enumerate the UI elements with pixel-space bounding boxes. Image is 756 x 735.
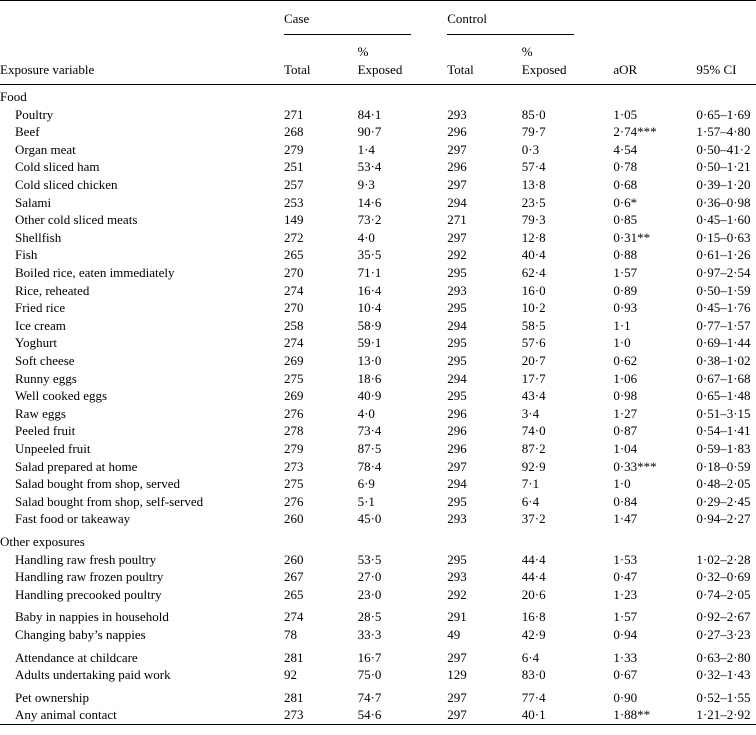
header-case-total: Total [283,61,311,77]
control-pct-exposed: 58·5 [521,317,546,333]
control-total: 291 [447,609,467,625]
control-total: 297 [447,458,467,474]
control-total: 297 [447,229,467,245]
control-pct-exposed: 57·6 [521,335,546,351]
header-case-pct-exposed [358,35,448,85]
control-total: 293 [447,282,467,298]
control-pct-exposed: 79·3 [521,212,546,228]
exposure-name: Unpeeled fruit [15,440,91,456]
exposure-name: Cold sliced ham [15,159,100,175]
section-title: Food [0,89,27,105]
aor-value: 0·93 [613,300,638,316]
control-total: 295 [447,265,467,281]
ci-value: 0·63–2·80 [696,649,751,665]
control-total: 296 [447,124,467,140]
ci-value: 1·57–4·80 [696,124,751,140]
control-total: 295 [447,388,467,404]
aor-value: 1·27 [613,405,638,421]
table-row [0,706,756,724]
case-total: 274 [283,609,304,625]
aor-value: 0·84 [613,493,638,509]
control-total: 296 [447,159,467,175]
control-total: 292 [447,247,467,263]
ci-value: 0·18–0·59 [696,458,751,474]
control-total: 295 [447,335,467,351]
control-total: 296 [447,423,467,439]
control-pct-exposed: 77·4 [521,689,546,705]
aor-value: 1·33 [613,649,638,665]
control-total: 296 [447,440,467,456]
aor-value: 0·85 [613,212,638,228]
case-total: 265 [283,247,304,263]
ci-value: 0·48–2·05 [696,476,751,492]
case-total: 260 [283,511,304,527]
control-pct-exposed: 87·2 [521,440,546,456]
control-pct-exposed: 3·4 [521,405,540,421]
control-pct-exposed: 40·1 [522,706,614,724]
section-header-row [0,528,756,551]
control-total: 294 [447,476,467,492]
control-total: 297 [447,141,467,157]
table-row [0,158,756,176]
table-row [0,568,756,586]
header-control-pct-exposed [522,35,614,85]
case-total: 251 [283,159,304,175]
case-pct-exposed: 9·3 [357,177,375,193]
control-total: 293 [447,511,467,527]
case-pct-exposed: 4·0 [357,405,375,421]
case-pct-exposed: 73·4 [357,423,382,439]
control-pct-exposed: 7·1 [521,476,540,492]
case-total: 257 [283,177,304,193]
aor-value: 0·31** [613,229,651,245]
header-empty-aor-top [613,1,696,35]
control-pct-exposed: 42·9 [521,626,546,642]
exposure-name: Beef [15,124,40,140]
table-row [0,352,756,370]
aor-value: 0·87 [613,423,638,439]
exposure-name: Yoghurt [15,335,58,351]
ci-value: 0·74–2·05 [696,586,751,602]
ci-value: 0·51–3·15 [696,405,751,421]
control-pct-exposed: 6·4 [521,493,540,509]
control-pct-exposed: 40·4 [521,247,546,263]
header-case-group [284,1,447,35]
case-pct-exposed: 71·1 [357,265,382,281]
table-header [0,1,756,85]
ci-value: 0·65–1·48 [696,388,751,404]
control-total: 294 [447,194,467,210]
control-pct-exposed: 0·3 [521,141,540,157]
ci-value: 0·32–0·69 [696,569,751,585]
exposure-name: Adults undertaking paid work [15,667,171,683]
case-total: 275 [283,476,304,492]
exposure-name: Handling raw fresh poultry [15,551,157,567]
control-total: 295 [447,551,467,567]
case-total: 270 [283,265,304,281]
case-pct-exposed: 45·0 [357,511,382,527]
aor-value: 0·67 [613,667,638,683]
header-exposure-variable: Exposure variable [0,61,95,77]
exposure-name: Baby in nappies in household [15,609,169,625]
table-row [0,551,756,569]
table-row [0,422,756,440]
ci-value: 0·32–1·43 [696,667,751,683]
aor-value: 1·0 [613,335,631,351]
table-body [0,85,756,725]
case-pct-exposed: 75·0 [357,667,382,683]
case-pct-exposed: 14·6 [357,194,382,210]
aor-value: 1·47 [613,511,638,527]
table-row [0,246,756,264]
ci-value: 0·65–1·69 [696,106,751,122]
control-pct-exposed: 44·4 [521,569,546,585]
case-total: 276 [283,493,304,509]
aor-value: 1·1 [613,317,631,333]
table-row [0,106,756,124]
control-total: 129 [447,667,467,683]
aor-value: 0·33*** [613,458,657,474]
case-pct-exposed: 28·5 [357,609,382,625]
control-pct-exposed: 62·4 [521,265,546,281]
table-row [0,211,756,229]
exposure-name: Handling raw frozen poultry [15,569,164,585]
table-row [0,370,756,388]
case-pct-exposed: 59·1 [357,335,382,351]
header-control-group [447,1,613,35]
table-row [0,264,756,282]
case-pct-exposed: 6·9 [357,476,375,492]
header-aor: aOR [613,61,638,77]
case-total: 265 [283,586,304,602]
control-total: 295 [447,300,467,316]
ci-value: 0·45–1·60 [696,212,751,228]
control-total: 293 [447,569,467,585]
exposure-name: Runny eggs [15,370,77,386]
case-total: 273 [283,458,304,474]
control-pct-exposed: 37·2 [521,511,546,527]
case-total: 274 [283,335,304,351]
exposure-name: Poultry [15,106,54,122]
aor-value: 1·88** [613,706,696,724]
header-case-pct-symbol: % [357,43,369,59]
case-total: 279 [283,440,304,456]
exposure-name: Fried rice [15,300,66,316]
ci-value: 0·94–2·27 [696,511,751,527]
aor-value: 0·89 [613,282,638,298]
table-row [0,475,756,493]
control-total: 271 [447,212,467,228]
case-pct-exposed: 58·9 [357,317,382,333]
ci-value: 0·77–1·57 [696,317,751,333]
aor-value: 1·57 [613,265,638,281]
table-row [0,510,756,528]
header-control-pct-symbol: % [521,43,533,59]
ci-value: 0·67–1·68 [696,370,751,386]
ci-value: 0·50–41·2 [696,141,751,157]
control-pct-exposed: 57·4 [521,159,546,175]
table-row [0,666,756,684]
case-pct-exposed: 10·4 [357,300,382,316]
case-pct-exposed: 4·0 [357,229,375,245]
table-row [0,334,756,352]
table-row [0,626,756,644]
table-row [0,586,756,604]
table-row [0,493,756,511]
case-total: 281 [283,649,304,665]
aor-value: 1·06 [613,370,638,386]
case-total: 274 [283,282,304,298]
control-total: 294 [447,317,467,333]
control-pct-exposed: 17·7 [521,370,546,386]
exposure-name: Changing baby’s nappies [15,626,146,642]
table-row [0,644,756,667]
control-pct-exposed: 6·4 [521,649,540,665]
control-pct-exposed: 16·0 [521,282,546,298]
ci-value: 0·50–1·21 [696,159,751,175]
exposure-name: Handling precooked poultry [15,586,162,602]
exposure-name: Pet ownership [15,689,90,705]
case-total: 253 [283,194,304,210]
table-row [0,282,756,300]
exposure-name: Shellfish [15,229,62,245]
control-pct-exposed: 20·6 [521,586,546,602]
ci-value: 0·54–1·41 [696,423,751,439]
exposure-name: Salami [15,194,52,210]
exposure-name: Any animal contact [0,706,284,724]
case-pct-exposed: 18·6 [357,370,382,386]
case-pct-exposed: 73·2 [357,212,382,228]
table-row [0,229,756,247]
aor-value: 1·0 [613,476,631,492]
ci-value: 1·02–2·28 [696,551,751,567]
case-pct-exposed: 90·7 [357,124,382,140]
ci-value: 0·27–3·23 [696,626,751,642]
aor-value: 0·88 [613,247,638,263]
case-total: 273 [284,706,358,724]
case-total: 78 [283,626,297,642]
case-pct-exposed: 78·4 [357,458,382,474]
exposure-name: Salad prepared at home [15,458,138,474]
exposure-name: Fast food or takeaway [15,511,131,527]
exposure-name: Other cold sliced meats [15,212,138,228]
ci-value: 0·61–1·26 [696,247,751,263]
case-total: 271 [283,106,304,122]
table-row [0,405,756,423]
case-pct-exposed: 33·3 [357,626,382,642]
control-total: 295 [447,353,467,368]
table-row [0,176,756,194]
case-pct-exposed: 16·4 [357,282,382,298]
table-row [0,458,756,476]
case-pct-exposed: 13·0 [357,353,382,368]
section-header-row [0,85,756,106]
case-pct-exposed: 74·7 [357,689,382,705]
exposure-name: Peeled fruit [15,423,76,439]
control-pct-exposed: 85·0 [521,106,546,122]
ci-value: 0·45–1·76 [696,300,751,316]
aor-value: 0·98 [613,388,638,404]
control-total: 294 [447,370,467,386]
control-pct-exposed: 13·8 [521,177,546,193]
control-total: 297 [447,689,467,705]
control-pct-exposed: 10·2 [521,300,546,316]
control-total: 297 [447,177,467,193]
control-pct-exposed: 44·4 [521,551,546,567]
exposure-name: Well cooked eggs [15,388,108,404]
aor-value: 0·94 [613,626,638,642]
case-pct-exposed: 53·5 [357,551,382,567]
case-total: 272 [283,229,304,245]
exposure-name: Boiled rice, eaten immediately [15,265,175,281]
case-pct-exposed: 53·4 [357,159,382,175]
control-pct-exposed: 92·9 [521,458,546,474]
control-pct-exposed: 16·8 [521,609,546,625]
control-pct-exposed: 12·8 [521,229,546,245]
exposure-name: Salad bought from shop, served [15,476,181,492]
ci-value: 1·21–2·92 [696,706,756,724]
control-total: 297 [447,649,467,665]
aor-value: 0·62 [613,353,638,368]
case-total: 268 [283,124,304,140]
case-total: 92 [283,667,297,683]
aor-value: 1·53 [613,551,638,567]
ci-value: 0·59–1·83 [696,440,751,456]
case-total: 269 [283,353,304,368]
aor-value: 0·6* [613,194,638,210]
table-row [0,299,756,317]
table-row [0,194,756,212]
ci-value: 0·29–2·45 [696,493,751,509]
case-pct-exposed: 54·6 [358,706,448,724]
case-total: 269 [283,388,304,404]
section-title: Other exposures [0,533,85,549]
control-total: 292 [447,586,467,602]
case-total: 275 [283,370,304,386]
table-row [0,603,756,626]
case-total: 281 [283,689,304,705]
control-total: 297 [447,706,522,724]
aor-value: 1·23 [613,586,638,602]
aor-value: 1·57 [613,609,638,625]
exposure-name: Ice cream [15,317,66,333]
case-total: 149 [283,212,304,228]
case-total: 270 [283,300,304,316]
control-pct-exposed: 43·4 [521,388,546,404]
case-total: 258 [283,317,304,333]
header-control-exposed-word: Exposed [521,61,567,77]
exposure-name: Fish [15,247,38,263]
table-row [0,317,756,335]
exposure-name: Raw eggs [15,405,66,421]
ci-value: 0·50–1·59 [696,282,751,298]
case-pct-exposed: 40·9 [357,388,382,404]
ci-value: 0·92–2·67 [696,609,751,625]
aor-value: 0·47 [613,569,638,585]
case-total: 260 [283,551,304,567]
header-case-label: Case [284,10,411,35]
ci-value: 0·38–1·02 [696,353,751,368]
header-control-total: Total [447,61,474,77]
header-empty-ci-top [696,1,756,35]
control-total: 293 [447,106,467,122]
ci-value: 0·52–1·55 [696,689,751,705]
case-pct-exposed: 87·5 [357,440,382,456]
control-total: 295 [447,493,467,509]
control-total: 296 [447,405,467,421]
ci-value: 0·39–1·20 [696,177,751,193]
aor-value: 2·74*** [613,124,657,140]
header-empty-cell [0,1,284,35]
case-pct-exposed: 16·7 [357,649,382,665]
header-case-exposed-word: Exposed [357,61,403,77]
table-row [0,123,756,141]
aor-value: 4·54 [613,141,638,157]
exposure-name: Soft cheese [15,353,75,368]
case-total: 279 [283,141,304,157]
aor-value: 0·90 [613,689,638,705]
exposure-name: Rice, reheated [15,282,90,298]
table-row [0,440,756,458]
ci-value: 0·97–2·54 [696,265,751,281]
case-pct-exposed: 5·1 [357,493,375,509]
exposure-name: Cold sliced chicken [15,177,118,193]
aor-value: 1·05 [613,106,638,122]
header-ci: 95% CI [696,61,737,77]
table-row [0,141,756,159]
control-pct-exposed: 83·0 [521,667,546,683]
case-pct-exposed: 84·1 [357,106,382,122]
aor-value: 1·04 [613,440,638,456]
control-pct-exposed: 23·5 [521,194,546,210]
aor-value: 0·68 [613,177,638,193]
case-total: 276 [283,405,304,421]
case-pct-exposed: 27·0 [357,569,382,585]
table-row [0,684,756,707]
control-pct-exposed: 79·7 [521,124,546,140]
case-total: 278 [283,423,304,439]
case-pct-exposed: 35·5 [357,247,382,263]
table-row [0,387,756,405]
exposure-name: Attendance at childcare [15,649,138,665]
header-control-label: Control [447,10,574,35]
control-pct-exposed: 20·7 [521,353,546,368]
ci-value: 0·15–0·63 [696,229,751,245]
case-total: 267 [283,569,304,585]
case-pct-exposed: 1·4 [357,141,375,157]
ci-value: 0·36–0·98 [696,194,751,210]
case-pct-exposed: 23·0 [357,586,382,602]
exposure-name: Salad bought from shop, self-served [15,493,204,509]
ci-value: 0·69–1·44 [696,335,751,351]
exposure-name: Organ meat [15,141,76,157]
aor-value: 0·78 [613,159,638,175]
control-pct-exposed: 74·0 [521,423,546,439]
control-total: 49 [447,626,461,642]
